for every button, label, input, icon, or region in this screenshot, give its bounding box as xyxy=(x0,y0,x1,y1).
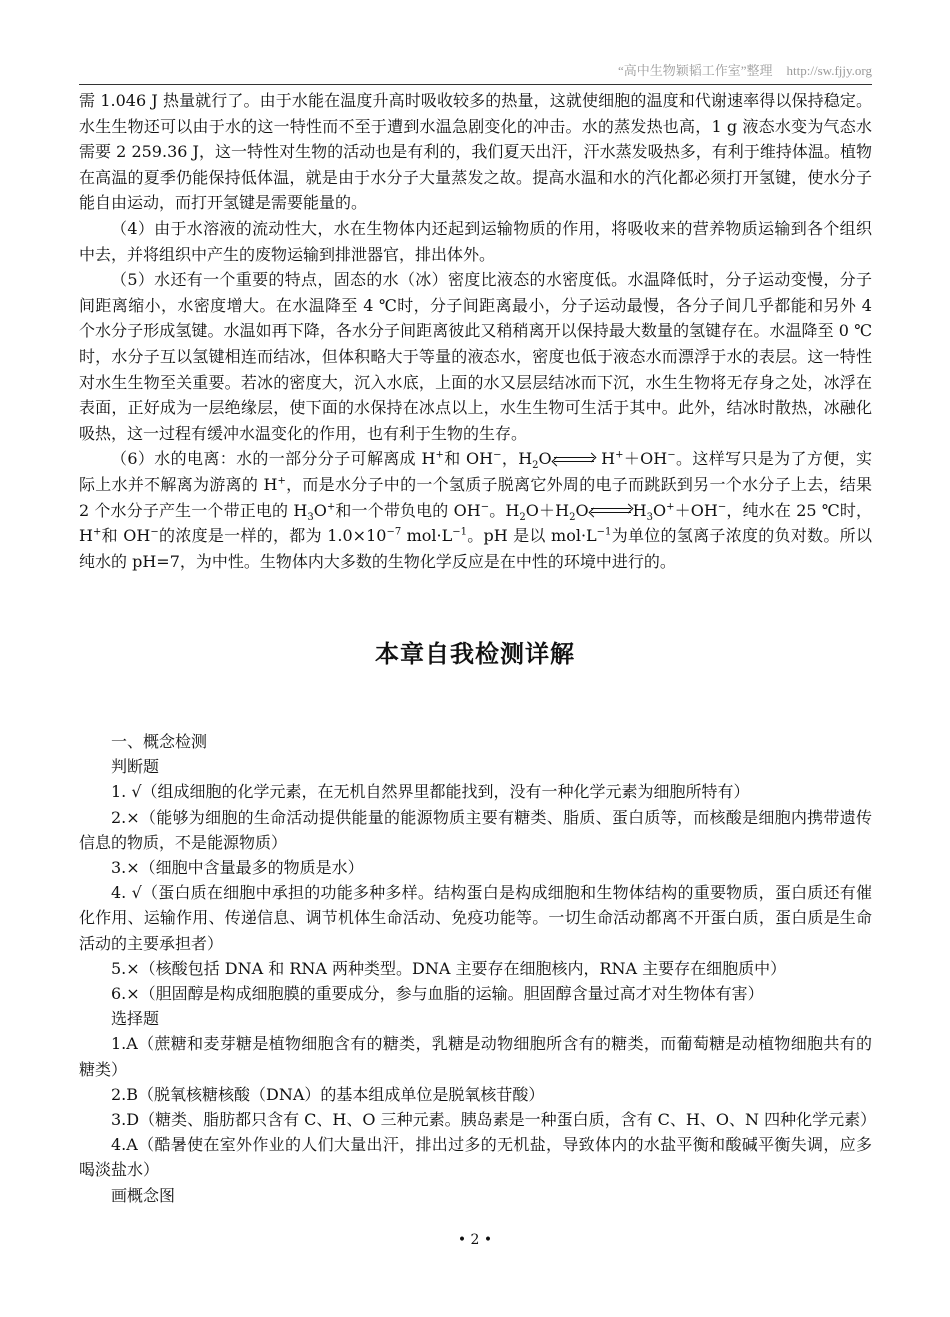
paragraph-heat: 需 1.046 J 热量就行了。由于水能在温度升高时吸收较多的热量，这就使细胞的温度和代谢速率得以保持稳定。水生生物还可以由于水的这一特性而不至于遭到水温急剧变化的冲击。水的蒸发热也高，1 g 液态水变为气态水需要 2 259.36 J，这一特性对生物的活动也是有利的，我们夏天出汗，汗水蒸发吸热多，有利于维持体温。植物在高温的夏季仍能保持低体温，就是由于水分子大量蒸发之故。提高水温和水的汽化都必须打开氢键，使水分子能自由运动，而打开氢键是需要能量的。 xyxy=(79,91,872,213)
heading-judge: 判断题 xyxy=(111,757,160,777)
header-url: http://sw.fjjy.org xyxy=(786,63,872,78)
judge-item: 5.×（核酸包括 DNA 和 RNA 两种类型。DNA 主要存在细胞核内，RNA 主要存在细胞质中） xyxy=(111,958,787,978)
judge-item: 6.×（胆固醇是构成细胞膜的重要成分，参与血脂的运输。胆固醇含量过高才对生物体有害） xyxy=(111,984,764,1004)
choice-item: 4.A（酷暑使在室外作业的人们大量出汗，排出过多的无机盐，导致体内的水盐平衡和酸碱平衡失调，应多喝淡盐水） xyxy=(79,1135,872,1180)
heading-concept-map: 画概念图 xyxy=(111,1185,176,1205)
header-studio: “高中生物颖韬工作室”整理 xyxy=(617,63,773,78)
paragraph-transport: （4）由于水溶液的流动性大，水在生物体内还起到运输物质的作用，将吸收来的营养物质运输到各个组织中去，并将组织中产生的废物运输到排泄器官，排出体外。 xyxy=(79,218,872,264)
body-text xyxy=(79,88,872,574)
answers-section xyxy=(79,729,877,1208)
paragraph-ionization: （6）水的电离：水的一部分分子可解离成 H+和 OH−，$H_2O$ H+＋OH−。这样写只是为了方便，实际上水并不解离为游离的 H+，而是水分子中的一个氢质子脱离它外周的电子而跳跃到另一个水分子上去，结果 2 个水分子产生一个带正电的 $H_3O^+$和一个带负电的 OH−。$H_2O+H_2O$ $H_3O^++OH^-$，纯水在 25 ℃时，H+和 OH−的浓度是一样的，都为 $1.0\times 10^{-7}$ $mol\cdot L^{-1}$。pH 是以 $mol\cdot L^{-1}$为单位的氢离子浓度的负对数。所以纯水的 pH=7，为中性。生物体内大多数的生物化学反应是在中性的环境中进行的。 xyxy=(79,449,872,571)
heading-choice: 选择题 xyxy=(111,1009,160,1029)
paragraph-ice-density: （5）水还有一个重要的特点，固态的水（冰）密度比液态的水密度低。水温降低时，分子运动变慢，分子间距离缩小，水密度增大。在水温降至 4 ℃时，分子间距离最小，分子运动最慢，各分子间几乎都能和另外 4 个水分子形成氢键。水温如再下降，各水分子间距离彼此又稍稍离开以保持最大数量的氢键存在。水温降至 0 ℃时，水分子互以氢键相连而结冰，但体积略大于等量的液态水，密度也低于液态水而漂浮于水的表层。这一特性对水生生物至关重要。若冰的密度大，沉入水底，上面的水又层层结冰而下沉，水生生物将无存身之处，冰浮在表面，正好成为一层绝缘层，使下面的水保持在冰点以上，水生生物可生活于其中。此外，结冰时散热，冰融化吸热，这一过程有缓冲水温变化的作用，也有利于生物的生存。 xyxy=(79,270,872,443)
page-number: • 2 • xyxy=(457,1232,493,1248)
equilibrium-arrow-icon xyxy=(554,455,594,465)
heading-concept: 一、概念检测 xyxy=(111,732,208,751)
equilibrium-arrow-icon xyxy=(591,506,631,516)
judge-item: 4. √（蛋白质在细胞中承担的功能多种多样。结构蛋白是构成细胞和生物体结构的重要物质，蛋白质还有催化作用、运输作用、传递信息、调节机体生命活动、免疫功能等。一切生命活动都离不开蛋白质，蛋白质是生命活动的主要承担者） xyxy=(79,883,872,953)
choice-item: 1.A（蔗糖和麦芽糖是植物细胞含有的糖类，乳糖是动物细胞所含有的糖类，而葡萄糖是动植物细胞共有的糖类） xyxy=(79,1034,872,1079)
judge-item: 1. √（组成细胞的化学元素，在无机自然界里都能找到，没有一种化学元素为细胞所特有） xyxy=(111,782,750,802)
choice-item: 2.B（脱氧核糖核酸（DNA）的基本组成单位是脱氧核苷酸） xyxy=(111,1084,545,1104)
judge-item: 3.×（细胞中含量最多的物质是水） xyxy=(111,858,364,878)
section-title: 本章自我检测详解 xyxy=(375,640,575,668)
judge-item: 2.×（能够为细胞的生命活动提供能量的能源物质主要有糖类、脂质、蛋白质等，而核酸是细胞内携带遗传信息的物质，不是能源物质） xyxy=(79,807,872,852)
page-header xyxy=(79,60,872,85)
choice-item: 3.D（糖类、脂肪都只含有 C、H、O 三种元素。胰岛素是一种蛋白质，含有 C、H、O、N 四种化学元素） xyxy=(111,1110,877,1130)
